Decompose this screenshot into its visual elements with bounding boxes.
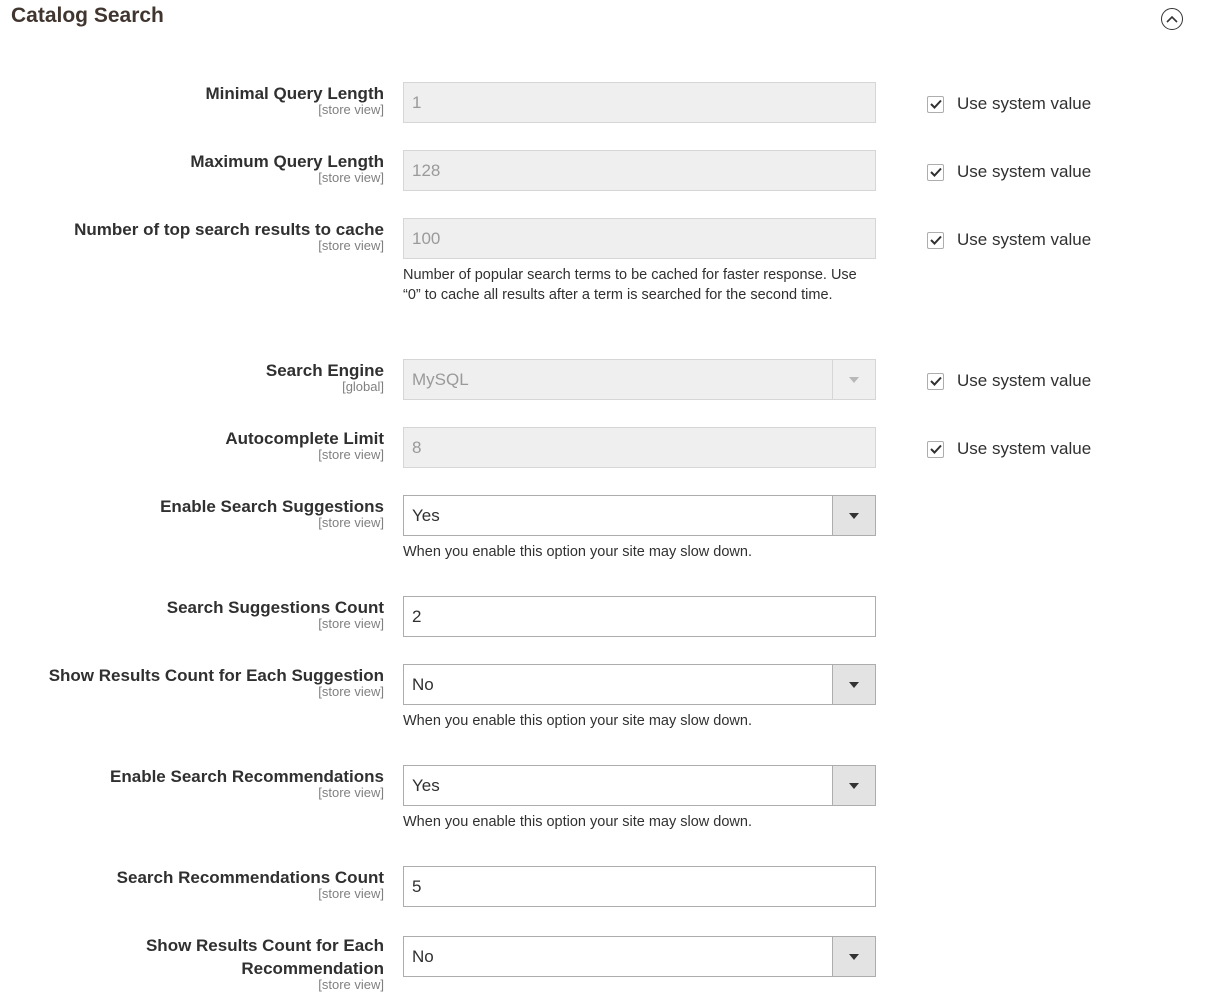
field-scope: [store view] [318,684,384,699]
field-label: Autocomplete Limit [225,429,384,448]
select-arrow[interactable] [832,665,875,704]
select-arrow[interactable] [832,360,875,399]
checkmark-icon [930,376,942,386]
use-system-value-minimal-query-length[interactable] [927,94,1091,114]
caret-down-icon [849,954,859,960]
caret-down-icon [849,682,859,688]
checkmark-icon [930,99,942,109]
field-label: Enable Search Suggestions [160,497,384,516]
caret-down-icon [849,377,859,383]
checkbox[interactable] [927,232,944,249]
checkmark-icon [930,444,942,454]
use-system-value-label: Use system value [957,94,1092,113]
show-results-count-suggestion-select[interactable] [403,664,876,705]
select-value: Yes [412,775,440,795]
enable-search-recommendations-select[interactable] [403,765,876,806]
field-note: When you enable this option your site may slow down. [403,814,752,830]
enable-search-suggestions-select[interactable] [403,495,876,536]
field-scope: [store view] [318,170,384,185]
chevron-up-icon [1166,15,1178,23]
search-engine-select[interactable] [403,359,876,400]
select-value: No [412,946,434,966]
field-label: Enable Search Recommendations [110,767,384,786]
field-scope: [store view] [318,785,384,800]
search-recommendations-count-input[interactable]: 5 [403,866,876,907]
field-scope: [store view] [318,515,384,530]
checkbox[interactable] [927,164,944,181]
field-scope: [store view] [318,616,384,631]
top-search-results-cache-input[interactable]: 100 [403,218,876,259]
checkmark-icon [930,167,942,177]
autocomplete-limit-input[interactable]: 8 [403,427,876,468]
field-label: Number of top search results to cache [74,220,384,239]
use-system-value-label: Use system value [957,230,1092,249]
field-note: Number of popular search terms to be cached for faster response. Use “0” to cache all results after a term is searched for the second time. [403,267,857,303]
use-system-value-label: Use system value [957,371,1092,390]
maximum-query-length-input[interactable]: 128 [403,150,876,191]
use-system-value-label: Use system value [957,439,1092,458]
select-arrow[interactable] [832,937,875,976]
show-results-count-recommendation-select[interactable] [403,936,876,977]
field-label: Minimal Query Length [205,84,384,103]
select-value: No [412,674,434,694]
use-system-value-search-engine[interactable] [927,371,1091,391]
use-system-value-autocomplete-limit[interactable] [927,439,1091,459]
collapse-section-button[interactable] [1161,8,1183,30]
caret-down-icon [849,783,859,789]
field-label: Maximum Query Length [190,152,384,171]
field-label: Search Recommendations Count [116,868,384,887]
minimal-query-length-input[interactable]: 1 [403,82,876,123]
field-label: Search Suggestions Count [166,598,384,617]
use-system-value-maximum-query-length[interactable] [927,162,1091,182]
field-scope: [store view] [318,886,384,901]
field-scope: [store view] [318,238,384,253]
search-suggestions-count-input[interactable]: 2 [403,596,876,637]
section-title: Catalog Search [11,4,164,27]
checkmark-icon [930,235,942,245]
field-label: Show Results Count for Each Suggestion [48,666,384,685]
select-arrow[interactable] [832,496,875,535]
use-system-value-top-search-results-cache[interactable] [927,230,1091,250]
caret-down-icon [849,513,859,519]
field-label: Search Engine [265,361,384,380]
field-scope: [global] [342,379,384,394]
select-value: Yes [412,505,440,525]
checkbox[interactable] [927,96,944,113]
field-note: When you enable this option your site may slow down. [403,713,752,729]
use-system-value-label: Use system value [957,162,1092,181]
field-scope: [store view] [318,447,384,462]
field-scope: [store view] [318,977,384,992]
select-value: MySQL [412,369,469,389]
select-arrow[interactable] [832,766,875,805]
field-label: Show Results Count for Each Recommendation [145,936,384,978]
field-note: When you enable this option your site may slow down. [403,544,752,560]
checkbox[interactable] [927,373,944,390]
field-scope: [store view] [318,102,384,117]
checkbox[interactable] [927,441,944,458]
